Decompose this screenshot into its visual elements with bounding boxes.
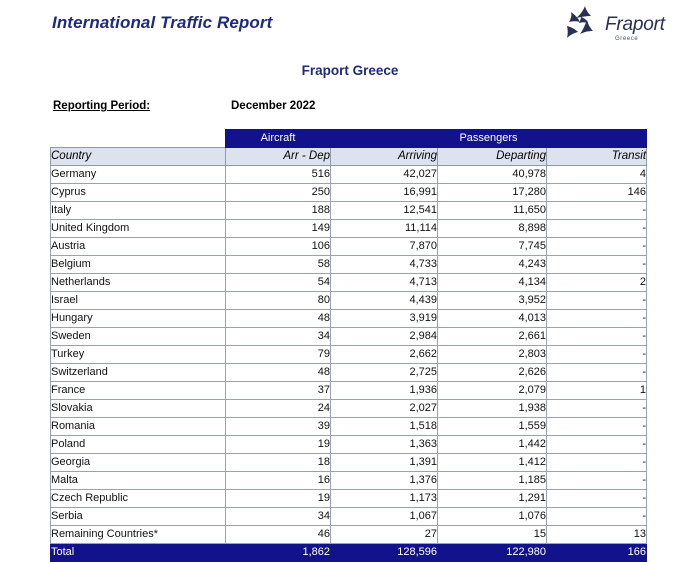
cell-arr-dep: 18 [226,454,331,472]
table-group-header-row [51,130,647,148]
table-row [51,490,647,508]
logo-subtext: Greece [615,36,639,42]
cell-departing: 1,442 [438,436,547,454]
cell-country: France [51,382,226,400]
international-traffic-table [50,129,647,562]
table-row [51,310,647,328]
cell-arriving: 11,114 [331,220,438,238]
total-arriving: 128,596 [331,544,438,562]
table-row [51,328,647,346]
cell-transit: - [547,310,647,328]
table-row [51,454,647,472]
group-header-aircraft: Aircraft [226,130,331,148]
cell-arr-dep: 48 [226,310,331,328]
cell-country: Czech Republic [51,490,226,508]
cell-arr-dep: 24 [226,400,331,418]
cell-departing: 1,938 [438,400,547,418]
table-row [51,166,647,184]
cell-transit: 146 [547,184,647,202]
cell-arriving: 2,984 [331,328,438,346]
cell-arr-dep: 16 [226,472,331,490]
cell-country: Germany [51,166,226,184]
table-row [51,346,647,364]
cell-country: Netherlands [51,274,226,292]
cell-country: Remaining Countries* [51,526,226,544]
reporting-period-label: Reporting Period: [53,100,151,112]
cell-arr-dep: 34 [226,508,331,526]
table-row [51,436,647,454]
table-row [51,256,647,274]
cell-departing: 4,243 [438,256,547,274]
cell-arr-dep: 39 [226,418,331,436]
column-header-country: Country [51,148,226,166]
cell-country: Hungary [51,310,226,328]
cell-arr-dep: 34 [226,328,331,346]
cell-departing: 1,559 [438,418,547,436]
cell-country: Israel [51,292,226,310]
reporting-period-value: December 2022 [231,100,316,112]
cell-departing: 4,134 [438,274,547,292]
fraport-star-icon [557,4,607,42]
cell-departing: 1,185 [438,472,547,490]
cell-departing: 40,978 [438,166,547,184]
cell-arriving: 1,067 [331,508,438,526]
cell-transit: - [547,202,647,220]
cell-arr-dep: 79 [226,346,331,364]
company-subtitle: Fraport Greece [301,63,399,78]
cell-transit: - [547,436,647,454]
cell-country: Malta [51,472,226,490]
cell-arr-dep: 48 [226,364,331,382]
cell-arriving: 12,541 [331,202,438,220]
report-title: International Traffic Report [52,13,273,32]
cell-departing: 8,898 [438,220,547,238]
cell-departing: 2,803 [438,346,547,364]
table-row [51,292,647,310]
cell-country: Turkey [51,346,226,364]
cell-country: Austria [51,238,226,256]
table-column-header-row [51,148,647,166]
column-header-departing: Departing [438,148,547,166]
cell-departing: 3,952 [438,292,547,310]
total-label: Total [51,544,226,562]
cell-arr-dep: 149 [226,220,331,238]
cell-departing: 2,626 [438,364,547,382]
cell-transit: - [547,508,647,526]
table-row [51,418,647,436]
cell-arr-dep: 188 [226,202,331,220]
cell-country: Georgia [51,454,226,472]
cell-country: Poland [51,436,226,454]
cell-arr-dep: 19 [226,436,331,454]
table-row [51,238,647,256]
cell-country: Italy [51,202,226,220]
cell-transit: 1 [547,382,647,400]
column-header-transit: Transit [547,148,647,166]
cell-transit: 2 [547,274,647,292]
table-row [51,382,647,400]
cell-arriving: 7,870 [331,238,438,256]
group-header-blank [51,130,226,148]
group-header-passengers: Passengers [331,130,647,148]
table-row [51,400,647,418]
cell-departing: 2,079 [438,382,547,400]
cell-country: Slovakia [51,400,226,418]
cell-departing: 1,076 [438,508,547,526]
cell-transit: - [547,472,647,490]
table-row [51,508,647,526]
table-row [51,472,647,490]
cell-arriving: 4,713 [331,274,438,292]
cell-departing: 7,745 [438,238,547,256]
cell-departing: 1,291 [438,490,547,508]
cell-arriving: 1,518 [331,418,438,436]
cell-arriving: 2,725 [331,364,438,382]
cell-transit: - [547,490,647,508]
cell-transit: - [547,256,647,274]
cell-transit: 13 [547,526,647,544]
cell-arr-dep: 250 [226,184,331,202]
cell-arr-dep: 46 [226,526,331,544]
cell-departing: 4,013 [438,310,547,328]
cell-country: United Kingdom [51,220,226,238]
cell-arriving: 1,936 [331,382,438,400]
table-row [51,220,647,238]
total-arr-dep: 1,862 [226,544,331,562]
cell-arr-dep: 106 [226,238,331,256]
cell-arriving: 1,173 [331,490,438,508]
cell-departing: 17,280 [438,184,547,202]
cell-arr-dep: 54 [226,274,331,292]
table-row [51,364,647,382]
column-header-arr-dep: Arr - Dep [226,148,331,166]
cell-arr-dep: 58 [226,256,331,274]
cell-arriving: 4,733 [331,256,438,274]
cell-arriving: 16,991 [331,184,438,202]
cell-transit: - [547,292,647,310]
cell-arriving: 2,662 [331,346,438,364]
cell-transit: - [547,328,647,346]
cell-transit: - [547,400,647,418]
table-row [51,526,647,544]
cell-arr-dep: 516 [226,166,331,184]
cell-country: Belgium [51,256,226,274]
table-total-row [51,544,647,562]
table-row [51,184,647,202]
cell-arriving: 2,027 [331,400,438,418]
cell-departing: 15 [438,526,547,544]
cell-country: Cyprus [51,184,226,202]
cell-arriving: 1,363 [331,436,438,454]
cell-departing: 1,412 [438,454,547,472]
cell-transit: - [547,220,647,238]
cell-arr-dep: 37 [226,382,331,400]
cell-transit: - [547,454,647,472]
cell-departing: 2,661 [438,328,547,346]
cell-arriving: 27 [331,526,438,544]
fraport-logo [553,3,693,47]
column-header-arriving: Arriving [331,148,438,166]
cell-departing: 11,650 [438,202,547,220]
cell-transit: 4 [547,166,647,184]
table-row [51,274,647,292]
cell-transit: - [547,238,647,256]
cell-arriving: 4,439 [331,292,438,310]
total-transit: 166 [547,544,647,562]
cell-country: Romania [51,418,226,436]
table-body [51,166,647,544]
logo-wordmark: Fraport [605,14,665,35]
cell-arr-dep: 19 [226,490,331,508]
cell-transit: - [547,346,647,364]
cell-arriving: 3,919 [331,310,438,328]
cell-transit: - [547,418,647,436]
cell-arriving: 42,027 [331,166,438,184]
cell-arr-dep: 80 [226,292,331,310]
cell-country: Sweden [51,328,226,346]
cell-arriving: 1,391 [331,454,438,472]
cell-arriving: 1,376 [331,472,438,490]
total-departing: 122,980 [438,544,547,562]
cell-transit: - [547,364,647,382]
cell-country: Serbia [51,508,226,526]
cell-country: Switzerland [51,364,226,382]
table-row [51,202,647,220]
